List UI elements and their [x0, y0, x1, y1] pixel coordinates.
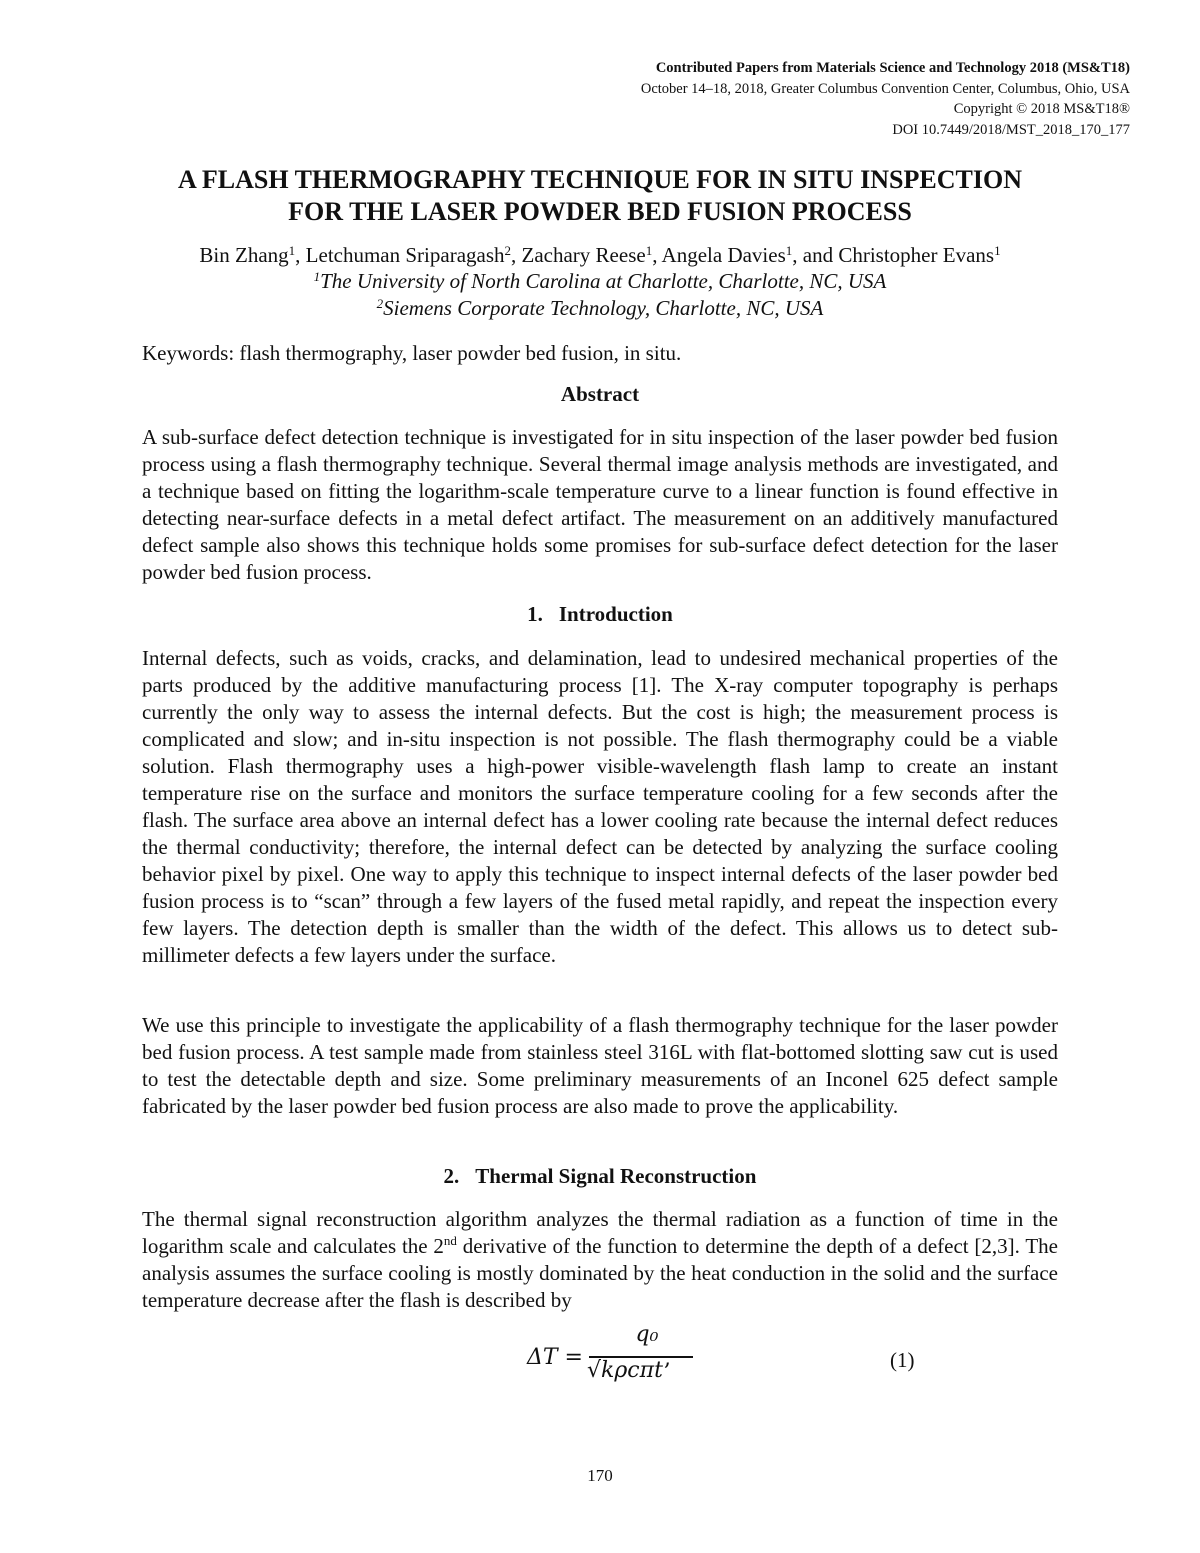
section-2-heading: [142, 1163, 1058, 1190]
tsr-text-part-1: The thermal signal reconstruction algorithm analyzes the thermal radiation as a function of time in the logarithm scale and calculates the 2: [142, 1207, 1058, 1258]
paper-title: [100, 164, 1100, 228]
equation-numerator: q₀: [635, 1322, 659, 1347]
equation-lhs: ΔT =: [527, 1345, 583, 1370]
author-name: Letchuman Sriparagash: [305, 243, 505, 267]
affiliation-1: [100, 268, 1100, 295]
section-number: 2.: [443, 1164, 460, 1188]
author-name: Zachary Reese: [521, 243, 646, 267]
affiliation-2: [100, 295, 1100, 322]
equation-comma: ,: [664, 1346, 671, 1371]
author-separator: , and: [792, 243, 839, 267]
author-affil-mark: 1: [645, 243, 653, 258]
author-affil-mark: 1: [785, 243, 793, 258]
author-affil-mark: 2: [504, 243, 512, 258]
section-number: 1.: [527, 602, 543, 626]
abstract-text: A sub-surface defect detection technique is investigated for in situ inspection of the laser powder bed fusion process using a flash thermography technique. Several thermal image analysis methods are investigated, and a technique based on fitting the logarithm-scale temperature curve to a linear function is found effective in detecting near-surface defects in a metal defect artifact. The measurement on an additively manufactured defect sample also shows this technique holds some promises for sub-surface defect detection for the laser powder bed fusion process.: [142, 425, 1058, 584]
equation-denominator: √kρcπt: [587, 1358, 663, 1383]
title-line-1: A FLASH THERMOGRAPHY TECHNIQUE FOR IN SITU INSPECTION: [178, 165, 1022, 194]
conference-header: [430, 58, 1130, 140]
abstract-heading: Abstract: [560, 382, 640, 406]
intro-paragraph-1: Internal defects, such as voids, cracks, and delamination, lead to undesired mechanical properties of the parts produced by the additive manufacturing process [1]. The X-ray computer topography is perhaps currently the only way to assess the internal defects. But the cost is high; the measurement process is complicated and slow; and in-situ inspection is not possible. The flash thermography could be a viable solution. Flash thermography uses a high-power visible-wavelength flash lamp to create an instant temperature rise on the surface and monitors the surface temperature cooling for a few seconds after the flash. The surface area above an internal defect has a lower cooling rate because the internal defect reduces the thermal conductivity; therefore, the internal defect can be detected by analyzing the surface cooling behavior pixel by pixel. One way to apply this technique to inspect internal defects of the laser powder bed fusion process is to “scan” through a few layers of the fused metal rapidly, and repeat the inspection every few layers. The detection depth is smaller than the width of the defect. This allows us to detect sub-millimeter defects a few layers under the surface.: [142, 646, 1058, 967]
affiliation-text: Siemens Corporate Technology, Charlotte, NC, USA: [383, 296, 824, 320]
page-number: 170: [587, 1466, 613, 1485]
author-separator: ,: [652, 243, 662, 267]
affiliation-mark: 2: [376, 296, 384, 311]
author-separator: ,: [295, 243, 306, 267]
author-name: Angela Davies: [661, 243, 786, 267]
header-copyright-line: Copyright © 2018 MS&T18®: [953, 101, 1130, 117]
equation-number: (1): [890, 1348, 915, 1372]
author-list: [100, 242, 1100, 269]
intro-paragraph-2: We use this principle to investigate the applicability of a flash thermography technique for the laser powder bed fusion process. A test sample made from stainless steel 316L with flat-bottomed slotting saw cut is used to test the detectable depth and size. Some preliminary measurements of an Inconel 625 defect sample fabricated by the laser powder bed fusion process are also made to prove the applicability.: [142, 1013, 1058, 1118]
affiliation-text: The University of North Carolina at Charlotte, Charlotte, NC, USA: [320, 269, 887, 293]
author-affil-mark: 1: [994, 243, 1001, 258]
section-title: Thermal Signal Reconstruction: [475, 1164, 757, 1188]
header-venue-line: October 14–18, 2018, Greater Columbus Convention Center, Columbus, Ohio, USA: [640, 80, 1130, 97]
header-doi-line: DOI 10.7449/2018/MST_2018_170_177: [892, 121, 1130, 138]
author-affil-mark: 1: [288, 243, 296, 258]
ordinal-superscript: nd: [443, 1233, 457, 1248]
author-separator: ,: [511, 243, 522, 267]
equation-1: [527, 1322, 687, 1392]
section-title: Introduction: [558, 602, 673, 626]
section-1-heading: [142, 601, 1058, 628]
tsr-text-part-2: derivative of the function to determine the depth of a defect [2,3]. The analysis assumes the surface cooling is mostly dominated by the heat conduction in the solid and the surface temperature decrease after the flash is described by: [142, 1234, 1058, 1312]
header-proceedings-line: Contributed Papers from Materials Science and Technology 2018 (MS&T18): [655, 60, 1130, 76]
author-name: Christopher Evans: [838, 243, 995, 267]
keywords-line: Keywords: flash thermography, laser powder bed fusion, in situ.: [142, 341, 682, 365]
tsr-paragraph: [142, 1206, 1058, 1314]
title-line-2: FOR THE LASER POWDER BED FUSION PROCESS: [288, 197, 912, 226]
author-name: Bin Zhang: [199, 243, 289, 267]
affiliation-mark: 1: [313, 269, 321, 284]
